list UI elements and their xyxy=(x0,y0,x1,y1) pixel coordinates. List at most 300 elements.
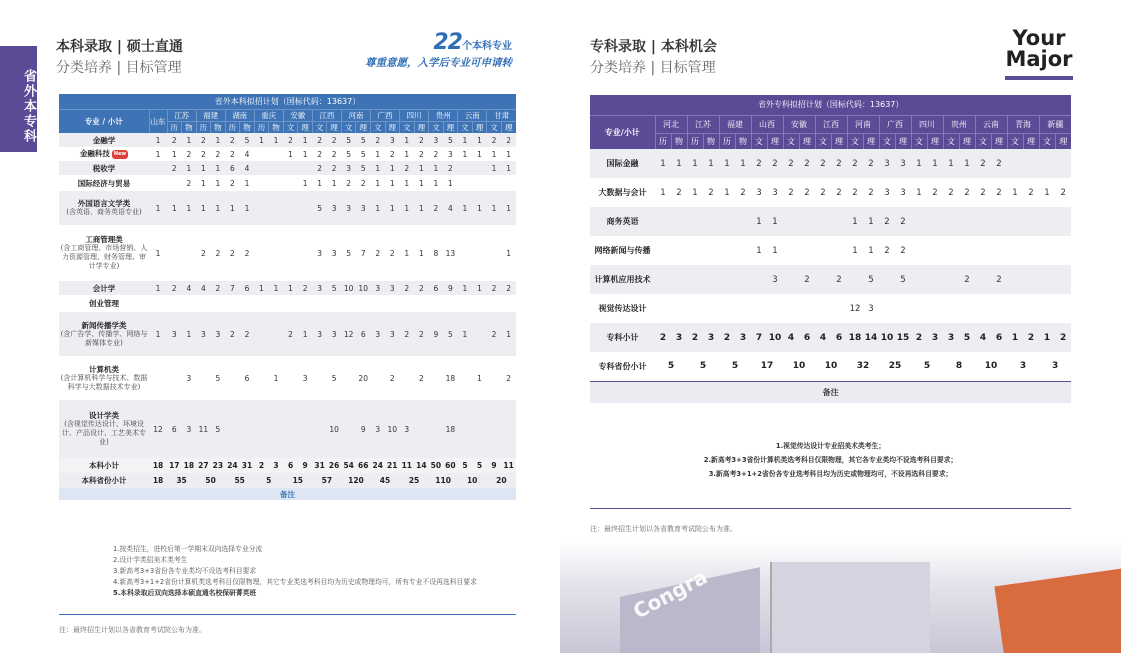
plan-value xyxy=(1007,294,1023,323)
plan-value xyxy=(1007,265,1023,294)
plan-value: 1 xyxy=(302,149,308,159)
plan-value xyxy=(943,294,959,323)
major-name xyxy=(59,356,149,400)
plan-value xyxy=(719,236,735,265)
subtotal-value: 15 xyxy=(896,332,910,343)
plan-value: 3 xyxy=(389,329,395,339)
plan-value xyxy=(879,294,895,323)
plan-value xyxy=(1023,294,1039,323)
plan-value: 3 xyxy=(215,329,221,339)
plan-value: 2 xyxy=(804,187,810,198)
plan-value: 2 xyxy=(788,158,794,169)
plan-value xyxy=(458,400,473,458)
plan-value xyxy=(687,265,703,294)
plan-value xyxy=(254,400,269,458)
plan-value xyxy=(751,265,767,294)
subtotal-value: 2 xyxy=(723,332,731,343)
plan-value xyxy=(815,294,831,323)
plan-value xyxy=(240,295,255,312)
plan-value xyxy=(254,191,269,225)
province-total-value: 35 xyxy=(176,476,187,485)
major-row xyxy=(59,147,516,161)
plan-value xyxy=(254,356,269,400)
undergrad-plan-table xyxy=(59,94,516,500)
subject-header: 文 xyxy=(1039,133,1055,149)
plan-value xyxy=(254,295,269,312)
plan-value: 1 xyxy=(916,158,922,169)
subject-header: 文 xyxy=(429,121,444,133)
plan-value xyxy=(429,400,444,458)
plan-value: 3 xyxy=(317,248,322,258)
province-header: 安徽 xyxy=(783,115,815,133)
major-label: 计算机类 xyxy=(89,364,120,374)
province-total-row xyxy=(59,473,516,488)
plan-value: 2 xyxy=(331,149,337,159)
plan-value: 2 xyxy=(491,329,497,339)
major-name xyxy=(59,175,149,191)
plan-value: 1 xyxy=(155,248,161,258)
province-total-value: 8 xyxy=(943,352,975,381)
plan-value: 6 xyxy=(171,424,177,434)
plan-value: 1 xyxy=(692,158,698,169)
plan-value: 2 xyxy=(756,158,762,169)
plan-value xyxy=(1039,207,1055,236)
plan-value: 1 xyxy=(155,135,161,145)
plan-value: 6 xyxy=(433,283,439,293)
major-note: (含计算机科学与技术、数据科学与大数据技术专业) xyxy=(60,373,148,391)
plan-value xyxy=(149,161,167,175)
subject-header: 文 xyxy=(283,121,298,133)
province-total-value: 5 xyxy=(687,352,719,381)
plan-value: 1 xyxy=(200,178,206,188)
subject-header: 文 xyxy=(312,121,327,133)
subtotal-value: 54 xyxy=(343,461,354,470)
plan-value: 1 xyxy=(418,178,424,188)
major-name xyxy=(59,133,149,147)
right-title: 专科录取 | 本科机会 xyxy=(590,39,717,55)
plan-value: 1 xyxy=(506,329,512,339)
plan-value xyxy=(414,400,429,458)
subject-header: 历 xyxy=(167,121,182,133)
subject-header: 理 xyxy=(799,133,815,149)
plan-value xyxy=(927,207,943,236)
province-header: 河南 xyxy=(847,115,879,133)
province-total-value: 57 xyxy=(321,476,333,485)
plan-value: 2 xyxy=(676,187,682,198)
plan-value: 18 xyxy=(445,373,456,383)
plan-value: 2 xyxy=(884,245,890,256)
plan-value xyxy=(269,400,284,458)
province-header: 贵州 xyxy=(429,109,458,121)
plan-value: 2 xyxy=(980,187,986,198)
province-total-value: 55 xyxy=(234,476,245,485)
plan-value xyxy=(487,400,502,458)
subtotal-value: 3 xyxy=(947,332,955,343)
plan-value: 2 xyxy=(346,178,352,188)
subject-header: 理 xyxy=(863,133,879,149)
major-label: 设计学类 xyxy=(89,411,120,420)
plan-value: 1 xyxy=(964,158,970,169)
plan-value: 2 xyxy=(288,329,293,339)
subject-header: 文 xyxy=(815,133,831,149)
right-divider xyxy=(590,508,1071,509)
plan-value: 1 xyxy=(404,248,410,258)
plan-value: 1 xyxy=(155,203,161,213)
subject-header: 文 xyxy=(879,133,895,149)
subtotal-value: 4 xyxy=(819,332,827,343)
plan-value: 1 xyxy=(288,149,293,159)
plan-value xyxy=(703,207,719,236)
plan-value: 2 xyxy=(948,187,954,198)
subject-header: 理 xyxy=(501,121,516,133)
plan-value: 2 xyxy=(996,158,1002,169)
plan-value: 2 xyxy=(200,248,206,258)
major-name: 商务英语 xyxy=(606,217,639,226)
plan-value xyxy=(1055,294,1071,323)
subtotal-value: 31 xyxy=(314,461,325,470)
plan-value: 1 xyxy=(302,178,308,188)
plan-value: 2 xyxy=(788,187,794,198)
plan-value: 1 xyxy=(171,149,177,159)
major-row xyxy=(59,133,516,147)
subtotal-value: 2 xyxy=(1027,332,1035,343)
plan-value: 4 xyxy=(200,283,206,293)
major-row xyxy=(590,294,1071,323)
plan-value: 1 xyxy=(852,245,858,256)
subtotal-label: 专科小计 xyxy=(606,333,639,342)
left-footnote: 注：最终招生计划以各省教育考试院公布为准。 xyxy=(59,626,206,634)
plan-value: 1 xyxy=(302,329,308,339)
plan-value xyxy=(1007,207,1023,236)
plan-value xyxy=(975,207,991,236)
major-row xyxy=(59,161,516,175)
table-title-row xyxy=(590,95,1071,115)
major-name xyxy=(59,400,149,458)
plan-value: 5 xyxy=(360,149,366,159)
province-total-value: 10 xyxy=(466,476,478,485)
plan-value: 3 xyxy=(900,187,906,198)
plan-value: 2 xyxy=(868,187,874,198)
major-row xyxy=(59,400,516,458)
plan-value xyxy=(211,295,226,312)
plan-value xyxy=(1055,265,1071,294)
major-name xyxy=(59,281,149,295)
plan-value: 5 xyxy=(346,149,352,159)
subtotal-value: 18 xyxy=(152,461,164,470)
plan-value xyxy=(1039,236,1055,265)
plan-value: 2 xyxy=(506,283,512,293)
plan-value xyxy=(943,236,959,265)
note-line: 2.新高考3+3省份计算机类选考科目仅限物理，其它各专业类均不设选考科目要求； xyxy=(703,456,958,464)
province-header-row xyxy=(59,109,516,121)
major-row xyxy=(59,312,516,356)
plan-value xyxy=(655,294,671,323)
plan-value: 2 xyxy=(331,135,337,145)
major-note: (含工商管理、市场营销、人力资源管理、财务管理、审计学专业) xyxy=(60,244,148,270)
plan-value xyxy=(458,225,473,281)
subtotal-value: 7 xyxy=(755,332,763,343)
plan-value xyxy=(735,236,751,265)
plan-value: 1 xyxy=(302,135,308,145)
plan-value xyxy=(283,356,298,400)
plan-value: 6 xyxy=(230,163,235,173)
province-header: 重庆 xyxy=(254,109,283,121)
plan-value: 1 xyxy=(740,158,746,169)
plan-value xyxy=(879,265,895,294)
plan-value: 1 xyxy=(418,163,424,173)
plan-value: 2 xyxy=(288,135,293,145)
province-total-value: 3 xyxy=(1039,352,1071,381)
major-label: 金融学 xyxy=(92,135,116,145)
plan-value: 3 xyxy=(302,373,308,383)
plan-value xyxy=(327,295,342,312)
subtotal-value: 3 xyxy=(707,332,715,343)
province-total-value: 5 xyxy=(266,476,272,485)
plan-value xyxy=(671,265,687,294)
subject-header: 文 xyxy=(487,121,502,133)
province-total-value: 45 xyxy=(379,476,391,485)
plan-value xyxy=(783,265,799,294)
plan-value xyxy=(959,236,975,265)
plan-value: 3 xyxy=(404,424,410,434)
plan-value: 2 xyxy=(171,283,177,293)
major-note: (含视觉传达设计、环境设计、产品设计、工艺美术专业) xyxy=(62,420,147,446)
plan-value xyxy=(703,236,719,265)
subtotal-value: 9 xyxy=(302,461,308,470)
subtotal-value: 14 xyxy=(416,461,427,470)
plan-value: 5 xyxy=(360,163,366,173)
plan-value: 6 xyxy=(360,329,366,339)
plan-value xyxy=(735,207,751,236)
plan-value: 5 xyxy=(215,373,221,383)
major-name xyxy=(59,161,149,175)
plan-value xyxy=(719,265,735,294)
photo-text: Congra xyxy=(629,564,712,624)
plan-value: 1 xyxy=(506,163,512,173)
plan-value: 1 xyxy=(375,203,381,213)
subject-header: 历 xyxy=(254,121,269,133)
plan-value: 2 xyxy=(244,248,250,258)
plan-value: 4 xyxy=(186,283,192,293)
plan-value: 1 xyxy=(477,373,482,383)
plan-value: 1 xyxy=(186,163,192,173)
major-name xyxy=(59,147,149,161)
plan-value: 1 xyxy=(389,178,395,188)
plan-value: 1 xyxy=(660,187,666,198)
note-line: 1.视觉传达设计专业招美术类考生； xyxy=(775,442,886,450)
plan-value xyxy=(182,225,197,281)
plan-value: 5 xyxy=(346,248,352,258)
plan-value: 2 xyxy=(215,248,221,258)
major-label: 新闻传播学类 xyxy=(81,320,127,330)
plan-value xyxy=(254,175,269,191)
subtotal-value: 6 xyxy=(835,332,843,343)
plan-value xyxy=(927,236,943,265)
province-header: 福建 xyxy=(196,109,225,121)
subtotal-value: 66 xyxy=(357,461,369,470)
plan-value: 2 xyxy=(186,178,192,188)
plan-value: 2 xyxy=(433,203,439,213)
subtotal-value: 27 xyxy=(198,461,209,470)
plan-value: 1 xyxy=(477,203,482,213)
plan-value: 2 xyxy=(852,187,858,198)
major-row xyxy=(590,236,1071,265)
plan-value: 7 xyxy=(230,283,235,293)
province-header: 河南 xyxy=(341,109,370,121)
plan-value xyxy=(655,207,671,236)
plan-value: 3 xyxy=(756,187,762,198)
plan-value: 2 xyxy=(389,149,395,159)
plan-value: 7 xyxy=(360,248,366,258)
plan-value xyxy=(149,175,167,191)
plan-value xyxy=(167,175,182,191)
plan-value: 3 xyxy=(317,283,322,293)
plan-value xyxy=(671,207,687,236)
subject-header: 理 xyxy=(927,133,943,149)
plan-value: 2 xyxy=(491,135,497,145)
province-total-value: 25 xyxy=(408,476,420,485)
plan-value xyxy=(1039,265,1055,294)
subject-header: 历 xyxy=(687,133,703,149)
subtotal-value: 11 xyxy=(503,461,514,470)
province-header: 广西 xyxy=(879,115,911,133)
plan-value: 10 xyxy=(329,424,339,434)
plan-value: 5 xyxy=(317,203,322,213)
province-total-value: 10 xyxy=(783,352,815,381)
plan-value xyxy=(254,147,269,161)
plan-value: 2 xyxy=(996,274,1002,285)
plan-value xyxy=(735,265,751,294)
plan-value xyxy=(472,161,487,175)
subtotal-value: 6 xyxy=(287,461,294,470)
plan-value: 3 xyxy=(200,329,206,339)
province-header: 江苏 xyxy=(687,115,719,133)
plan-value: 1 xyxy=(273,135,279,145)
plan-value xyxy=(458,356,473,400)
province-header: 江苏 xyxy=(167,109,196,121)
plan-value: 2 xyxy=(820,158,826,169)
plan-value: 1 xyxy=(375,149,381,159)
plan-value xyxy=(429,295,444,312)
college-plan-table xyxy=(590,95,1071,403)
plan-value xyxy=(991,294,1007,323)
province-total-value: 10 xyxy=(815,352,847,381)
plan-value: 2 xyxy=(215,149,221,159)
plan-value: 13 xyxy=(445,248,456,258)
plan-value: 2 xyxy=(331,163,337,173)
plan-value xyxy=(196,295,211,312)
province-total-value: 18 xyxy=(152,476,164,485)
subtotal-value: 1 xyxy=(1011,332,1019,343)
subtotal-row xyxy=(590,323,1071,352)
major-label: 创业管理 xyxy=(89,299,120,308)
province-header: 湖南 xyxy=(225,109,254,121)
plan-value: 1 xyxy=(259,283,264,293)
plan-value: 1 xyxy=(756,245,762,256)
subject-header: 文 xyxy=(1007,133,1023,149)
plan-value xyxy=(254,312,269,356)
plan-value xyxy=(783,236,799,265)
subtotal-value: 10 xyxy=(880,332,894,343)
plan-value xyxy=(959,207,975,236)
subject-header: 理 xyxy=(385,121,400,133)
plan-value xyxy=(269,225,284,281)
province-total-value: 25 xyxy=(879,352,911,381)
plan-value: 1 xyxy=(418,248,424,258)
plan-value: 1 xyxy=(868,245,874,256)
plan-value xyxy=(269,161,284,175)
plan-value: 1 xyxy=(186,329,192,339)
subtotal-value: 50 xyxy=(430,461,442,470)
plan-value: 3 xyxy=(884,158,890,169)
plan-value: 1 xyxy=(215,203,221,213)
plan-value xyxy=(269,312,284,356)
plan-value xyxy=(400,356,415,400)
plan-value: 10 xyxy=(358,283,368,293)
province-total-value: 5 xyxy=(911,352,943,381)
plan-value xyxy=(167,225,182,281)
plan-value xyxy=(196,356,211,400)
plan-value: 2 xyxy=(900,245,906,256)
subject-header: 理 xyxy=(327,121,342,133)
plan-value: 1 xyxy=(462,149,468,159)
plan-value xyxy=(312,356,327,400)
plan-value xyxy=(719,294,735,323)
plan-value xyxy=(283,225,298,281)
plan-value: 5 xyxy=(331,373,337,383)
plan-value: 3 xyxy=(900,158,906,169)
subtotal-value: 60 xyxy=(445,461,456,470)
plan-value: 1 xyxy=(676,158,682,169)
plan-value xyxy=(1039,294,1055,323)
plan-value xyxy=(991,236,1007,265)
province-total-value: 5 xyxy=(655,352,687,381)
plan-value xyxy=(472,295,487,312)
plan-value xyxy=(687,236,703,265)
subtotal-value: 3 xyxy=(931,332,939,343)
plan-value xyxy=(975,294,991,323)
subtotal-value: 5 xyxy=(462,461,468,470)
plan-value: 1 xyxy=(259,135,264,145)
subject-header: 文 xyxy=(783,133,799,149)
plan-value xyxy=(283,295,298,312)
plan-value xyxy=(1007,236,1023,265)
subject-header: 物 xyxy=(182,121,197,133)
plan-value xyxy=(767,294,783,323)
plan-value xyxy=(487,225,502,281)
subject-header: 文 xyxy=(911,133,927,149)
subject-header: 文 xyxy=(751,133,767,149)
subject-header: 理 xyxy=(1055,133,1071,149)
plan-value: 1 xyxy=(491,163,497,173)
province-total-value: 10 xyxy=(975,352,1007,381)
plan-value: 3 xyxy=(375,283,381,293)
subtotal-value: 4 xyxy=(979,332,987,343)
province-total-value: 120 xyxy=(348,476,364,485)
plan-value: 3 xyxy=(360,203,366,213)
subtotal-value: 31 xyxy=(241,461,253,470)
table-title: 省外本科拟招计划（国标代码：13637） xyxy=(59,94,516,109)
plan-value: 1 xyxy=(244,203,250,213)
left-subtitle: 分类培养 | 目标管理 xyxy=(56,60,182,76)
province-header: 贵州 xyxy=(943,115,975,133)
subject-header: 文 xyxy=(975,133,991,149)
plan-value: 1 xyxy=(317,178,322,188)
subject-header: 历 xyxy=(225,121,240,133)
province-total-value: 3 xyxy=(1007,352,1039,381)
plan-value: 1 xyxy=(404,135,410,145)
plan-value xyxy=(911,236,927,265)
